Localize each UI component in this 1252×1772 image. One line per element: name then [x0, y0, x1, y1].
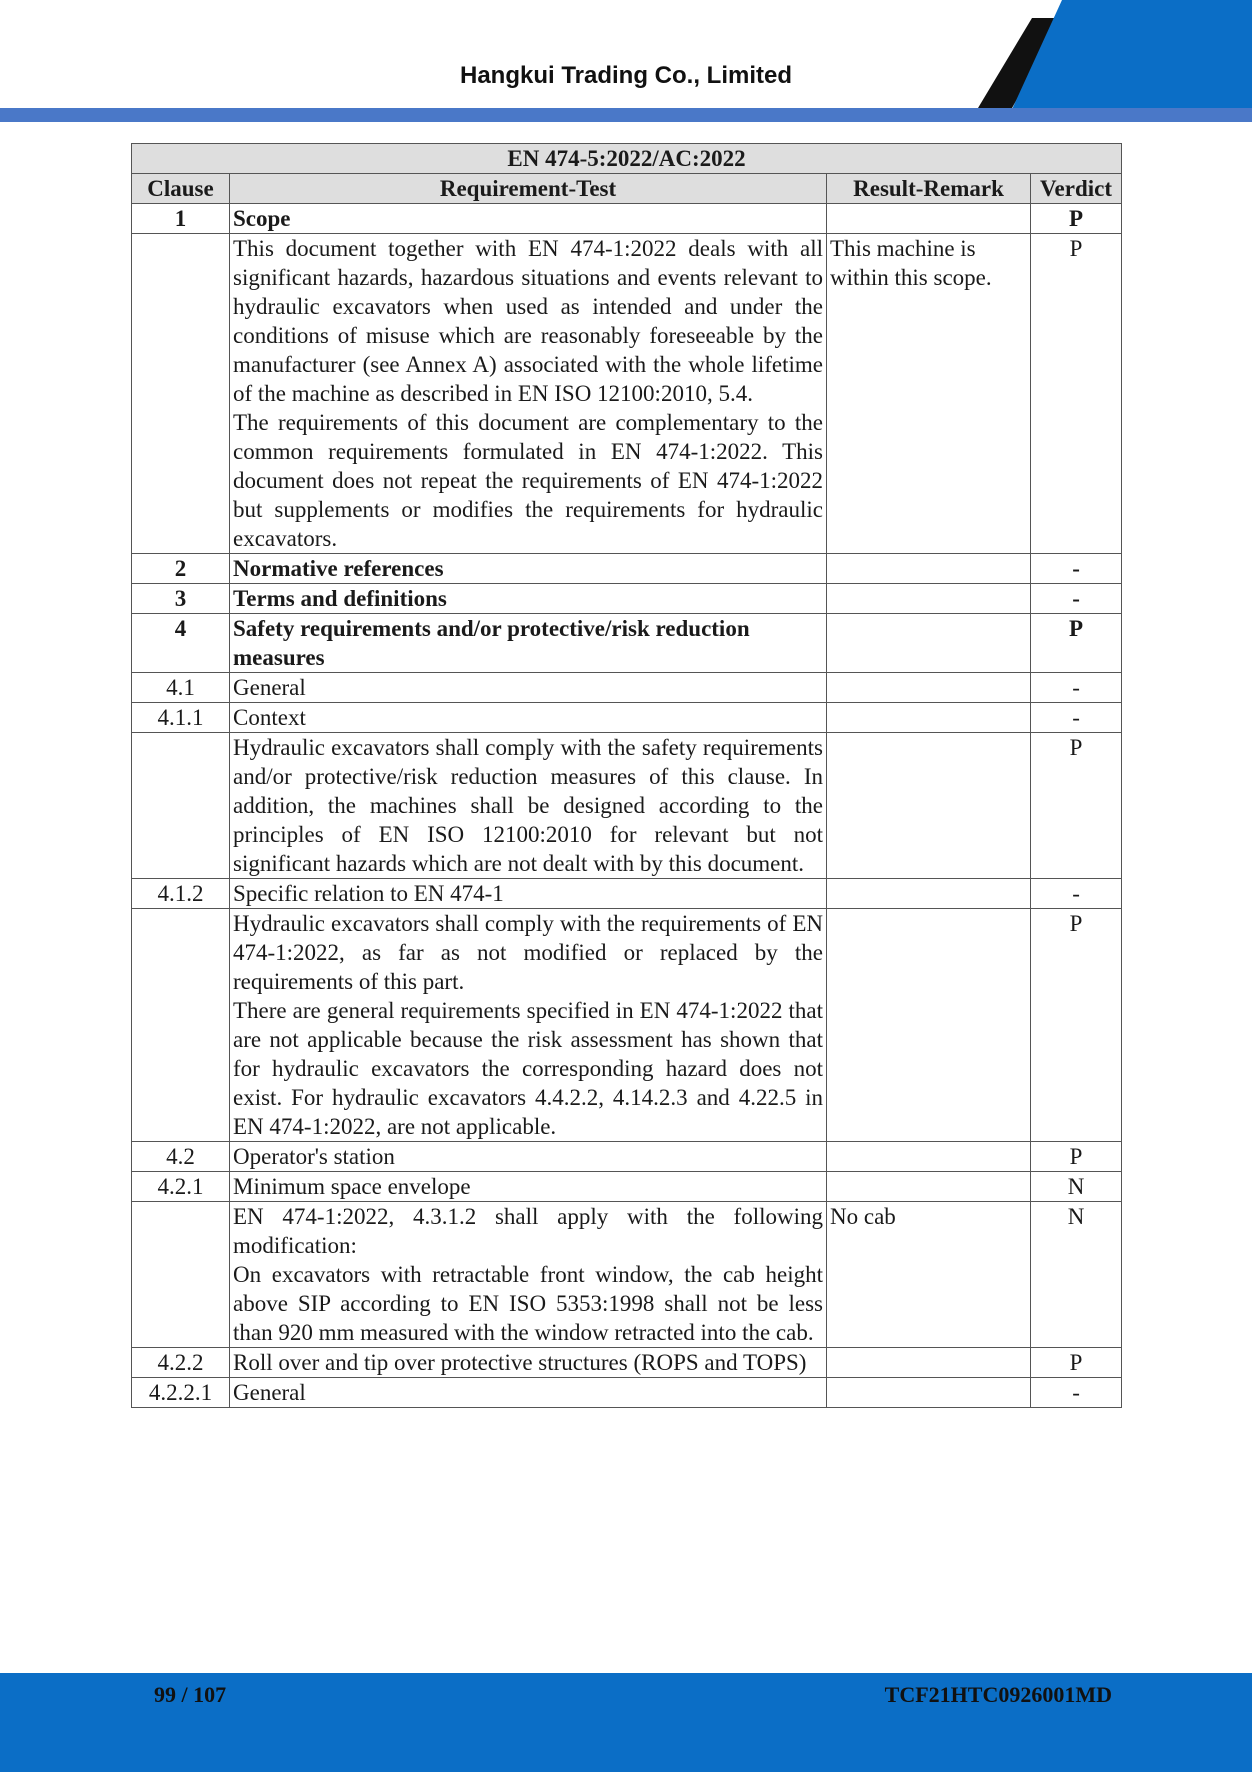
remark-cell — [827, 584, 1031, 614]
requirement-cell — [230, 204, 827, 234]
verdict-cell: N — [1031, 1202, 1122, 1348]
table-row — [132, 204, 1122, 234]
requirement-cell — [230, 1378, 827, 1408]
remark-cell — [827, 733, 1031, 879]
requirement-paragraph: EN 474-1:2022, 4.3.1.2 shall apply with the following modification: — [233, 1204, 823, 1258]
requirement-paragraph: Specific relation to EN 474-1 — [233, 881, 504, 906]
requirement-paragraph: Roll over and tip over protective structures (ROPS and TOPS) — [233, 1350, 807, 1375]
column-header-requirement: Requirement-Test — [230, 174, 827, 204]
requirement-cell — [230, 1202, 827, 1348]
requirement-cell — [230, 554, 827, 584]
standard-title: EN 474-5:2022/AC:2022 — [132, 144, 1122, 174]
clause-cell — [132, 234, 230, 554]
remark-cell — [827, 673, 1031, 703]
remark-cell — [827, 1172, 1031, 1202]
requirement-cell — [230, 1172, 827, 1202]
test-report-table — [131, 143, 1122, 1408]
requirement-paragraph: This document together with EN 474-1:2022 deals with all significant hazards, hazardous situations and events relevant to hydraulic excavators when used as intended and under the conditions of misuse which are reasonably foreseeable by the manufacturer (see Annex A) associated with the whole lifetime of the machine as described in EN ISO 12100:2010, 5.4. — [233, 236, 823, 406]
requirement-cell — [230, 1348, 827, 1378]
header-band — [0, 108, 1252, 122]
verdict-cell: - — [1031, 879, 1122, 909]
table-row — [132, 673, 1122, 703]
report-number: TCF21HTC0926001MD — [884, 1682, 1112, 1707]
clause-cell: 2 — [132, 554, 230, 584]
corner-decoration — [952, 0, 1252, 120]
verdict-cell: - — [1031, 1378, 1122, 1408]
requirement-paragraph: There are general requirements specified in EN 474-1:2022 that are not applicable because the risk assessment has shown that for hydraulic excavators the corresponding hazard does not exist. For hydraulic excavators 4.4.2.2, 4.14.2.3 and 4.22.5 in EN 474-1:2022, are not applicable. — [233, 998, 823, 1139]
clause-cell: 1 — [132, 204, 230, 234]
requirement-paragraph: Terms and definitions — [233, 586, 447, 611]
remark-cell — [827, 703, 1031, 733]
requirement-cell — [230, 909, 827, 1142]
clause-cell: 4.1.2 — [132, 879, 230, 909]
verdict-cell: - — [1031, 673, 1122, 703]
verdict-cell: P — [1031, 909, 1122, 1142]
table-row — [132, 879, 1122, 909]
clause-cell: 4.2 — [132, 1142, 230, 1172]
column-header-remark: Result-Remark — [827, 174, 1031, 204]
clause-cell — [132, 909, 230, 1142]
remark-cell — [827, 879, 1031, 909]
remark-cell — [827, 909, 1031, 1142]
verdict-cell: P — [1031, 614, 1122, 673]
table-row — [132, 1202, 1122, 1348]
requirement-paragraph: Operator's station — [233, 1144, 395, 1169]
remark-cell: This machine is within this scope. — [827, 234, 1031, 554]
requirement-cell — [230, 584, 827, 614]
page-number: 99 / 107 — [154, 1682, 227, 1707]
table-row — [132, 909, 1122, 1142]
verdict-cell: P — [1031, 234, 1122, 554]
clause-cell: 4.2.1 — [132, 1172, 230, 1202]
requirement-paragraph: Minimum space envelope — [233, 1174, 471, 1199]
requirement-paragraph: General — [233, 675, 306, 700]
table-row — [132, 614, 1122, 673]
company-name: Hangkui Trading Co., Limited — [459, 62, 792, 89]
requirement-paragraph: The requirements of this document are complementary to the common requirements formulated in EN 474-1:2022. This document does not repeat the requirements of EN 474-1:2022 but supplements or modifies the requirements for hydraulic excavators. — [233, 410, 823, 551]
table-row — [132, 1378, 1122, 1408]
verdict-cell: - — [1031, 584, 1122, 614]
remark-cell — [827, 1348, 1031, 1378]
requirement-cell — [230, 673, 827, 703]
remark-cell — [827, 1142, 1031, 1172]
clause-cell: 4.1.1 — [132, 703, 230, 733]
verdict-cell: P — [1031, 1142, 1122, 1172]
verdict-cell: N — [1031, 1172, 1122, 1202]
clause-cell: 4.2.2.1 — [132, 1378, 230, 1408]
table-row — [132, 554, 1122, 584]
remark-cell — [827, 1378, 1031, 1408]
column-header-clause: Clause — [132, 174, 230, 204]
requirement-paragraph: Normative references — [233, 556, 444, 581]
requirement-paragraph: Safety requirements and/or protective/risk reduction measures — [233, 616, 750, 670]
requirement-cell — [230, 879, 827, 909]
requirement-cell — [230, 1142, 827, 1172]
clause-cell: 4.2.2 — [132, 1348, 230, 1378]
verdict-cell: - — [1031, 554, 1122, 584]
table-row — [132, 733, 1122, 879]
remark-cell — [827, 554, 1031, 584]
column-header-verdict: Verdict — [1031, 174, 1122, 204]
requirement-paragraph: Hydraulic excavators shall comply with the safety requirements and/or protective/risk reduction measures of this clause. In addition, the machines shall be designed according to the principles of EN ISO 12100:2010 for relevant but not significant hazards which are not dealt with by this document. — [233, 735, 823, 876]
remark-cell — [827, 204, 1031, 234]
table-row — [132, 584, 1122, 614]
remark-cell: No cab — [827, 1202, 1031, 1348]
requirement-paragraph: Hydraulic excavators shall comply with the requirements of EN 474-1:2022, as far as not modified or replaced by the requirements of this part. — [233, 911, 823, 994]
table-row — [132, 234, 1122, 554]
table-title-row — [132, 144, 1122, 174]
requirement-cell — [230, 733, 827, 879]
verdict-cell: P — [1031, 733, 1122, 879]
table-row — [132, 1172, 1122, 1202]
clause-cell: 4.1 — [132, 673, 230, 703]
verdict-cell: - — [1031, 703, 1122, 733]
requirement-cell — [230, 234, 827, 554]
requirement-cell — [230, 703, 827, 733]
requirement-paragraph: Scope — [233, 206, 291, 231]
clause-cell: 4 — [132, 614, 230, 673]
clause-cell: 3 — [132, 584, 230, 614]
table-row — [132, 703, 1122, 733]
clause-cell — [132, 733, 230, 879]
requirement-cell — [230, 614, 827, 673]
table-row — [132, 1142, 1122, 1172]
requirement-paragraph: Context — [233, 705, 306, 730]
requirement-paragraph: On excavators with retractable front window, the cab height above SIP according to EN ISO 5353:1998 shall not be less than 920 mm measured with the window retracted into the cab. — [233, 1262, 823, 1345]
table-header-row — [132, 174, 1122, 204]
clause-cell — [132, 1202, 230, 1348]
remark-cell — [827, 614, 1031, 673]
verdict-cell: P — [1031, 204, 1122, 234]
requirement-paragraph: General — [233, 1380, 306, 1405]
table-row — [132, 1348, 1122, 1378]
verdict-cell: P — [1031, 1348, 1122, 1378]
